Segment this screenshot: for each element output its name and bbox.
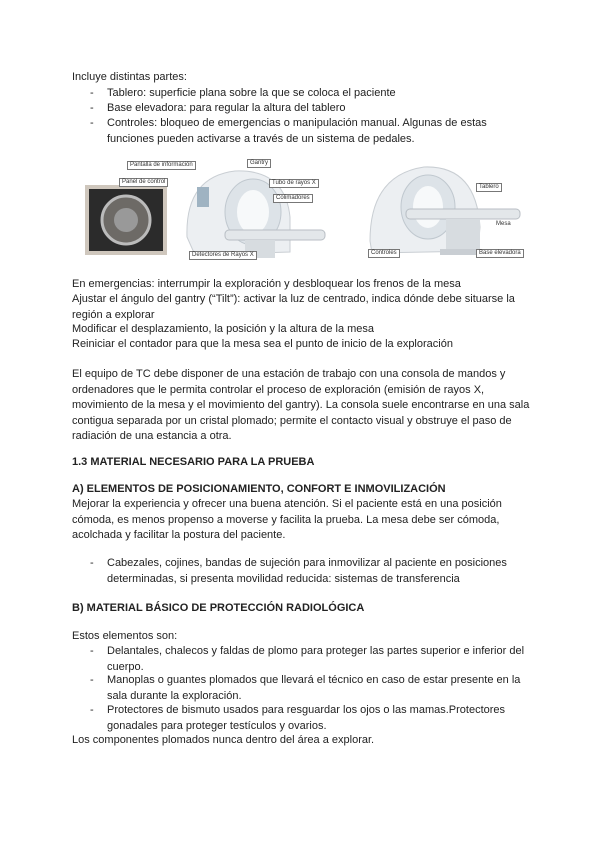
list-item — [90, 116, 535, 147]
list-item — [90, 86, 535, 102]
figure-label: Tubo de rayos X — [269, 179, 319, 188]
console-paragraph: El equipo de TC debe disponer de una estación de trabajo con una consola de mandos y ordenadores que le permita controlar el proceso de exploración (emisión de rayos X, movimiento de la mesa y el movimiento del gantry). La consola suele encontrarse en una sala contigua separada por un cristal plomado; permite el contacto visual y obstruye el paso de radiación de una estancia a otra. — [72, 368, 530, 442]
bullet-dash: - — [90, 87, 94, 99]
list-item — [90, 703, 535, 734]
figure-label: Colimadores — [273, 194, 313, 203]
section-heading: 1.3 MATERIAL NECESARIO PARA LA PRUEBA — [72, 456, 315, 468]
bullet-dash: - — [90, 674, 94, 686]
bullet-dash: - — [90, 704, 94, 716]
figure-label: Pantalla de información — [127, 161, 196, 170]
subsection-heading: A) ELEMENTOS DE POSICIONAMIENTO, CONFORT E INMOVILIZACIÓN — [72, 483, 446, 495]
bullet-dash: - — [90, 102, 94, 114]
ct-scanner-figure-left — [85, 157, 337, 264]
control-line: Ajustar el ángulo del gantry (“Tilt”): activar la luz de centrado, indica dónde debe situarse la región a explorar — [72, 293, 515, 321]
intro-b-text: Estos elementos son: — [72, 630, 178, 642]
list-item — [90, 644, 535, 675]
list-item-text: Protectores de bismuto usados para resguardar los ojos o las mamas.Protectores gonadales para proteger testículos y ovarios. — [107, 704, 506, 732]
closing-text: Los componentes plomados nunca dentro del área a explorar. — [72, 734, 375, 746]
list-item — [90, 673, 535, 704]
bullet-dash: - — [90, 557, 94, 569]
list-item-text: Base elevadora: para regular la altura del tablero — [107, 102, 346, 114]
list-item — [90, 101, 535, 117]
figure-label: Tablero — [476, 183, 502, 192]
figure-label: Mesa — [496, 221, 511, 227]
ct-scanner-illustration — [85, 157, 337, 264]
control-line: En emergencias: interrumpir la exploración y desbloquear los frenos de la mesa — [72, 278, 461, 290]
subsection-heading: B) MATERIAL BÁSICO DE PROTECCIÓN RADIOLÓGICA — [72, 602, 365, 614]
ct-scanner-figure-right — [366, 157, 526, 261]
figure-label: Controles — [368, 249, 400, 258]
control-line: Modificar el desplazamiento, la posición y la altura de la mesa — [72, 323, 375, 335]
list-item-text: Tablero: superficie plana sobre la que se coloca el paciente — [107, 87, 396, 99]
list-item-text: Manoplas o guantes plomados que llevará el técnico en caso de estar presente en la sala durante la exploración. — [107, 674, 521, 702]
figure-label: Detectores de Rayos X — [189, 251, 257, 260]
bullet-dash: - — [90, 645, 94, 657]
list-item-text: Controles: bloqueo de emergencias o manipulación manual. Algunas de estas funciones pueden activarse a través de un sistema de pedales. — [107, 117, 487, 145]
positioning-paragraph: Mejorar la experiencia y ofrecer una buena atención. Si el paciente está en una posición cómoda, es menos propenso a moverse y facilita la prueba. La mesa debe ser cómoda, acolchada y facilitar la postura del paciente. — [72, 498, 502, 541]
control-line: Reiniciar el contador para que la mesa sea el punto de inicio de la exploración — [72, 338, 453, 350]
figure-label: Gantry — [247, 159, 271, 168]
list-item-text: Delantales, chalecos y faldas de plomo para proteger las partes superior e inferior del cuerpo. — [107, 645, 525, 673]
list-item — [90, 556, 535, 587]
figure-label: Base elevadora — [476, 249, 524, 258]
figure-label: Panel de control — [119, 178, 168, 187]
intro-text: Incluye distintas partes: — [72, 71, 187, 83]
list-item-text: Cabezales, cojines, bandas de sujeción para inmovilizar al paciente en posiciones determinadas, si presenta movilidad reducida: sistemas de transferencia — [107, 557, 507, 585]
ct-table-illustration — [366, 157, 526, 261]
bullet-dash: - — [90, 117, 94, 129]
